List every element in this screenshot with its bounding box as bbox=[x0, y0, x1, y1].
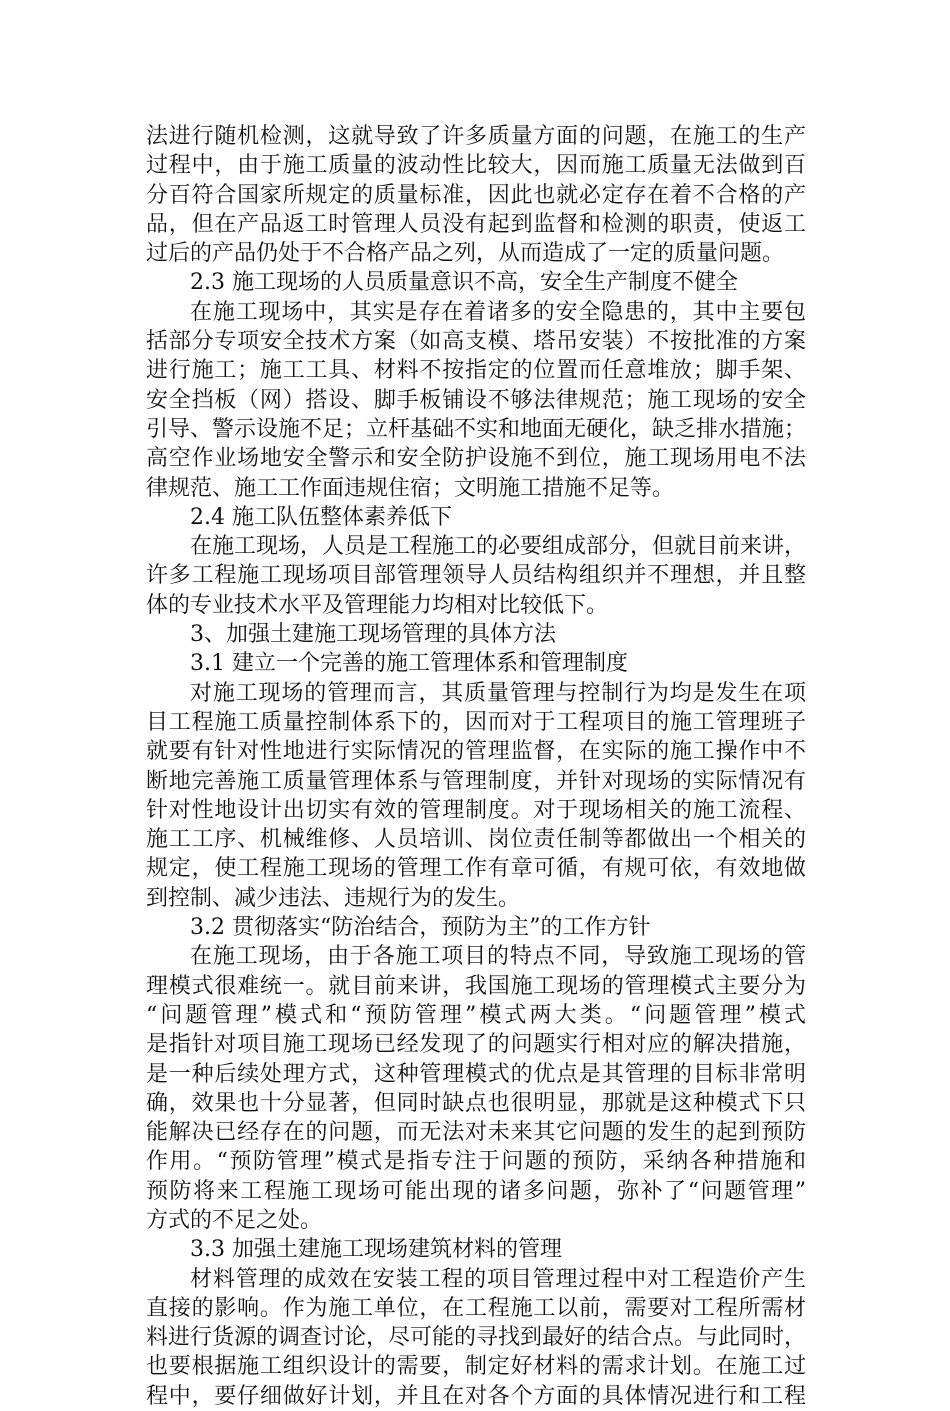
text-line: 对施工现场的管理而言，其质量管理与控制行为均是发生在项 bbox=[190, 680, 806, 706]
text-line: 过后的产品仍处于不合格产品之列，从而造成了一定的质量问题。 bbox=[146, 241, 785, 267]
text-line: 作用。“预防管理”模式是指专注于问题的预防，采纳各种措施和 bbox=[146, 1149, 806, 1175]
text-line: 料进行货源的调查讨论，尽可能的寻找到最好的结合点。与此同时， bbox=[146, 1325, 807, 1351]
text-line: 过程中，由于施工质量的波动性比较大，因而施工质量无法做到百 bbox=[146, 153, 806, 179]
text-line: 体的专业技术水平及管理能力均相对比较低下。 bbox=[146, 592, 609, 618]
text-line: 确，效果也十分显著，但同时缺点也很明显，那就是这种模式下只 bbox=[146, 1090, 806, 1116]
text-line: 规定，使工程施工现场的管理工作有章可循，有规可依，有效地做 bbox=[146, 856, 806, 882]
text-line: 材料管理的成效在安装工程的项目管理过程中对工程造价产生 bbox=[190, 1266, 806, 1292]
document-page bbox=[146, 122, 806, 1411]
text-line: 括部分专项安全技术方案（如高支模、塔吊安装）不按批准的方案 bbox=[146, 329, 806, 355]
text-line: 断地完善施工质量管理体系与管理制度，并针对现场的实际情况有 bbox=[146, 768, 806, 794]
text-line: 安全挡板（网）搭设、脚手板铺设不够法律规范；施工现场的安全 bbox=[146, 387, 806, 413]
text-line: 在施工现场中，其实是存在着诸多的安全隐患的，其中主要包 bbox=[190, 299, 806, 325]
text-line: 针对性地设计出切实有效的管理制度。对于现场相关的施工流程、 bbox=[146, 797, 806, 823]
text-line: 直接的影响。作为施工单位，在工程施工以前，需要对工程所需材 bbox=[146, 1295, 806, 1321]
text-line: 3.2 贯彻落实“防治结合，预防为主”的工作方针 bbox=[190, 915, 651, 941]
text-line: 在施工现场，人员是工程施工的必要组成部分，但就目前来讲， bbox=[190, 534, 807, 560]
text-line: 3、加强土建施工现场管理的具体方法 bbox=[190, 622, 556, 648]
text-line: 施工工序、机械维修、人员培训、岗位责任制等都做出一个相关的 bbox=[146, 827, 806, 853]
text-line: 3.1 建立一个完善的施工管理体系和管理制度 bbox=[190, 651, 628, 677]
text-line: 方式的不足之处。 bbox=[146, 1207, 323, 1233]
text-line: “问题管理”模式和“预防管理”模式两大类。“问题管理”模式 bbox=[146, 1002, 806, 1028]
text-line: 法进行随机检测，这就导致了许多质量方面的问题，在施工的生产 bbox=[146, 124, 806, 149]
text-line: 是指针对项目施工现场已经发现了的问题实行相对应的解决措施， bbox=[146, 1032, 806, 1058]
text-line: 律规范、施工工作面违规住宿；文明施工措施不足等。 bbox=[146, 475, 675, 501]
text-line: 引导、警示设施不足；立杆基础不实和地面无硬化，缺乏排水措施； bbox=[146, 416, 807, 442]
text-line: 理模式很难统一。就目前来讲，我国施工现场的管理模式主要分为 bbox=[146, 973, 806, 999]
text-line: 在施工现场，由于各施工项目的特点不同，导致施工现场的管 bbox=[190, 944, 806, 970]
text-line: 2.4 施工队伍整体素养低下 bbox=[190, 504, 452, 530]
text-line: 预防将来工程施工现场可能出现的诸多问题，弥补了“问题管理” bbox=[146, 1178, 806, 1204]
text-line: 品，但在产品返工时管理人员没有起到监督和检测的职责，使返工 bbox=[146, 211, 806, 237]
text-line: 3.3 加强土建施工现场建筑材料的管理 bbox=[190, 1237, 562, 1263]
text-line: 也要根据施工组织设计的需要，制定好材料的需求计划。在施工过 bbox=[146, 1354, 806, 1380]
text-line: 是一种后续处理方式，这种管理模式的优点是其管理的目标非常明 bbox=[146, 1061, 806, 1087]
text-line: 能解决已经存在的问题，而无法对未来其它问题的发生的起到预防 bbox=[146, 1120, 806, 1146]
text-line: 目工程施工质量控制体系下的，因而对于工程项目的施工管理班子 bbox=[146, 709, 806, 735]
text-line: 高空作业场地安全警示和安全防护设施不到位，施工现场用电不法 bbox=[146, 446, 806, 472]
text-line: 程中，要仔细做好计划，并且在对各个方面的具体情况进行和工程 bbox=[146, 1383, 806, 1409]
text-line: 分百符合国家所规定的质量标准，因此也就必定存在着不合格的产 bbox=[146, 182, 806, 208]
text-line: 就要有针对性地进行实际情况的管理监督，在实际的施工操作中不 bbox=[146, 739, 806, 765]
text-line: 许多工程施工现场项目部管理领导人员结构组织并不理想，并且整 bbox=[146, 563, 806, 589]
text-line: 到控制、减少违法、违规行为的发生。 bbox=[146, 885, 521, 911]
text-line: 进行施工；施工工具、材料不按指定的位置而任意堆放；脚手架、 bbox=[146, 358, 806, 384]
text-line: 2.3 施工现场的人员质量意识不高，安全生产制度不健全 bbox=[190, 270, 738, 296]
